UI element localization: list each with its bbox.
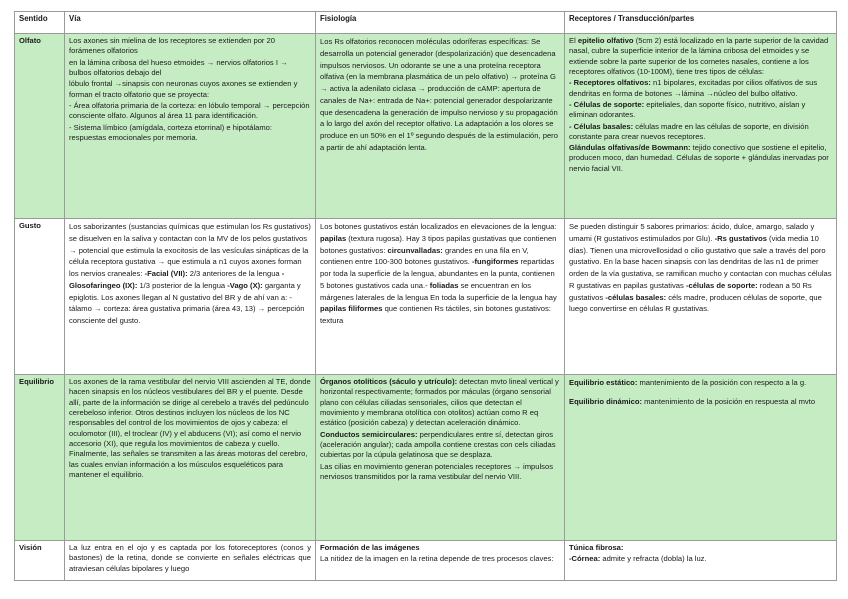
sense-equilibrio: Equilibrio (15, 375, 65, 541)
senses-table (14, 11, 837, 581)
vision-via-text: La luz entra en el ojo y es captada por los fotoreceptores (conos y bastones) de la retina, donde se convierte en señales eléctricas que atraviesan células bipolares y luego (69, 543, 311, 573)
vision-fis-title: Formación de las imágenes (320, 543, 420, 552)
olfato-fisiologia-text: Los Rs olfatorios reconocen moléculas odoríferas específicas: Se desarrolla un potencial generador (despolarización) que desencadena impulsos nerviosos. Un odorante se une a una proteína receptora olfativa (en la membrana plasmática de un pelo olfativo) → proteína G → activa la adenilato ciclasa → producción de cAMP: apertura de canales de Na+: entrada de Na+: potencial generador despolarizante que desencadena la generación de impulso nervioso y su propagación a lo largo del axón del receptor olfativo. La adaptación a los olores se produce en un 50% en el 1º segundo después de la estimulación, pero a partir de ahí adaptación lenta. (320, 37, 558, 152)
sense-gusto: Gusto (15, 219, 65, 375)
row-equilibrio (15, 375, 837, 541)
header-fisiologia: Fisiología (316, 12, 565, 34)
olfato-via-1: Los axones sin mielina de los receptores se extienden por 20 forámenes olfatorios (69, 36, 275, 56)
gusto-via-vago: -Vago (X): (227, 280, 263, 290)
equilibrio-fis-a2: perpendiculares entre sí, detectan giros (aceleración angular); cada ampolla contiene crestas con cels ciliadas cubiertas por la cúpula gelatinosa que se desplaza. (320, 429, 556, 460)
gusto-rec-rs: -Rs gustativos (714, 233, 767, 243)
gusto-via-a2: 2/3 anteriores de la lengua (187, 269, 282, 279)
gusto-fis-a3: grandes en una fila en V, contienen entre 100-300 botones gustativos. (320, 245, 529, 267)
gusto-fis-a2: (textura rugosa). Hay 3 tipos papilas gustativas que contienen botones gustativos: (320, 233, 557, 255)
vision-fis-text: La nitidez de la imagen en la retina depende de tres procesos claves: (320, 554, 554, 564)
gusto-via-a3: 1/3 posterior de la lengua (137, 280, 228, 290)
header-row (15, 12, 837, 34)
olfato-rec-4-title: Glándulas olfativas/de Bowmann: (569, 143, 691, 153)
gusto-rec-a: Se pueden distinguir 5 sabores primarios: ácido, dulce, amargo, salado y umami (R gustativos estimulados por Glu). (569, 222, 815, 243)
gusto-fis-a4: repartidas por toda la superficie de la lengua, abundantes en la punta, contienen 5 botones gustativos cada una.- (320, 257, 555, 290)
olfato-fisiologia (316, 34, 565, 219)
olfato-via-3: lóbulo frontal →sinapsis con neuronas cuyos axones se extienden y forman el tracto olfatorio que se proyecta: (69, 79, 298, 99)
olfato-rec-3-text: células madre en las células de soporte, en división constante para crear nuevos receptores. (569, 121, 809, 141)
vision-rec-title: Túnica fibrosa: (569, 543, 624, 552)
equilibrio-rec-a2: mantenimiento de la posición en respuesta al mvto (642, 396, 816, 406)
header-receptores: Receptores / Transducción/partes (565, 12, 837, 34)
olfato-via-4: - Área olfatoria primaria de la corteza: en lóbulo temporal → percepción consciente olfato. Algunos al área 11 para identificación. (69, 100, 310, 121)
gusto-rec-a2: (vida media 10 días). Tienen una microvellosidad o cilio gustativo que sale a través del poro gustativo. En la base hacen sinapsis con las dendritas de las n1 de primer orden de la vía gustativa, se ramifican mucho y contactan con muchas células R gustativas en papilas gustativas (569, 233, 832, 290)
olfato-via-2: en la lámina cribosa del hueso etmoides → nervios olfatorios I → bulbos olfatorios debajo del (69, 57, 288, 77)
gusto-rec-a4: céls madre, producen células de soporte, que luego convertirse en células R gustativas. (569, 292, 822, 314)
gusto-via-a4: garganta y epiglotis. Los axones llegan al N gustativo del BR y de ahí van a: -tálamo → corteza: área gustativa primaria (área 43, 13) → percepción consciente del gusto. (69, 280, 305, 326)
equilibrio-via (65, 375, 316, 541)
equilibrio-fis-otoliticos: Órganos otolíticos (sáculo y utrículo): (320, 377, 458, 386)
gusto-fis-a5: se encuentran en los márgenes laterales de la lengua En toda la superficie de la lengua hay (320, 280, 557, 302)
olfato-rec-3-title: - Células basales: (569, 121, 634, 131)
gusto-fis-filiformes: papilas filiformes (320, 304, 383, 314)
equilibrio-fis-conductos: Conductos semicirculares: (320, 429, 418, 439)
gusto-fis-papilas: papilas (320, 233, 347, 243)
sense-vision: Visión (15, 541, 65, 581)
header-via: Vía (65, 12, 316, 34)
gusto-fis-a: Los botones gustativos están localizados en elevaciones de la lengua: (320, 222, 557, 231)
vision-via (65, 541, 316, 581)
equilibrio-receptores (565, 375, 837, 541)
vision-receptores (565, 541, 837, 581)
gusto-rec-soporte: -células de soporte: (685, 280, 758, 290)
gusto-fis-fungiformes: -fungiformes (471, 257, 519, 267)
gusto-rec-a3: rodean a 50 Rs gustativos (569, 280, 812, 302)
equilibrio-via-text: Los axones de la rama vestibular del nervio VIII ascienden al TE, donde hacen sinapsis en los núcleos vestibulares del BR y el puente. Desde allí, parte de la información se dirige al cerebelo a través del pedúnculo cerebeloso inferior. Otros destinos incluyen los núcleos de los NC responsables del control de los movimientos de ojos y cabeza: el oculomotor (III), el troclear (IV) y el abducens (VI); así como el nervio accesorio (XI), que regula los movimientos de cabeza y cuello. Finalmente, las señales se transmiten a las áreas motoras del cerebro, las cuales envían información a los músculos esqueléticos para mantener el equilibrio. (69, 377, 311, 479)
row-vision (15, 541, 837, 581)
equilibrio-rec-estatico: Equilibrio estático: (569, 378, 638, 387)
olfato-rec-intro-pre: El (569, 36, 578, 45)
olfato-rec-2-text: epiteliales, dan soporte físico, nutritivo, aíslan y eliminan odorantes. (569, 99, 806, 120)
vision-rec-a: admite y refracta (dobla) la luz. (600, 554, 707, 564)
equilibrio-rec-dinamico: Equilibrio dinámico: (569, 396, 642, 406)
sense-olfato: Olfato (15, 34, 65, 219)
row-olfato (15, 34, 837, 219)
gusto-rec-basales: -células basales: (605, 292, 667, 302)
olfato-via (65, 34, 316, 219)
equilibrio-rec-a1: mantenimiento de la posición con respecto a la g. (637, 378, 807, 387)
gusto-via-facial: -Facial (VII): (144, 269, 188, 279)
gusto-fis-circunvalladas: circunvalladas: (387, 245, 443, 255)
equilibrio-fis-a3: Las cilias en movimiento generan potenciales receptores → impulsos nerviosos transmitidos por la rama vestibular del nervio VIII. (320, 461, 553, 481)
vision-rec-cornea: -Córnea: (569, 554, 601, 564)
gusto-fis-foliadas: foliadas (429, 280, 459, 290)
equilibrio-fisiologia (316, 375, 565, 541)
olfato-rec-intro-post: (5cm 2) está localizado en la parte superior de la cavidad nasal, cubre la superficie interior de la lámina cribosa del etmoides y se extiende sobre la parte superior de los cornetes nasales, contiene a los receptores olfativos (10-100M), tiene tres tipos de células: (569, 36, 829, 76)
olfato-via-5: - Sistema límbico (amígdala, corteza etorrinal) e hipotálamo: respuestas emocionales por memoria. (69, 122, 273, 142)
olfato-rec-intro-bold: epitelio olfativo (577, 36, 634, 45)
olfato-receptores (565, 34, 837, 219)
equilibrio-fis-a1: detectan mvto lineal vertical y horizontal respectivamente; formados por máculas (órgano sensorial plano con células ciliadas sensoriales, cilios que detectan el movimiento y membrana otolítica con otolitos) actúan como R eq estático (posición cabeza) y detectan aceleración dinámico. (320, 377, 559, 428)
header-sentido: Sentido (15, 12, 65, 34)
gusto-via-glosofaringeo: -Glosofaringeo (IX): (69, 269, 285, 290)
gusto-fisiologia (316, 219, 565, 375)
gusto-fis-a6: que contienen Rs táctiles, sin botones gustativos: textura (320, 304, 551, 326)
gusto-receptores (565, 219, 837, 375)
vision-fisiologia (316, 541, 565, 581)
row-gusto (15, 219, 837, 375)
gusto-via (65, 219, 316, 375)
olfato-rec-1-text: n1 bipolares, excitadas por cilios olfativos de sus dendritas en forma de botones →lámina →núcleo del bulbo olfativo. (569, 78, 818, 98)
olfato-rec-4-text: tejido conectivo que sostiene el epitelio, producen moco, dan humedad. Células de soporte + glándulas inervadas por nervio facial VII. (569, 143, 829, 173)
gusto-via-a: Los saborizantes (sustancias químicas que estimulan los Rs gustativos) se disuelven en la saliva y contactan con la MV de los pelos gustativos → potencial que estimula la exocitosis de las vesículas sinápticas de la célula receptora gustativa → que estimula a n1 cuyos axones forman los nervios craneales: (69, 222, 311, 279)
olfato-rec-2-title: - Células de soporte: (569, 99, 645, 109)
olfato-rec-1-title: - Receptores olfativos: (569, 78, 651, 88)
